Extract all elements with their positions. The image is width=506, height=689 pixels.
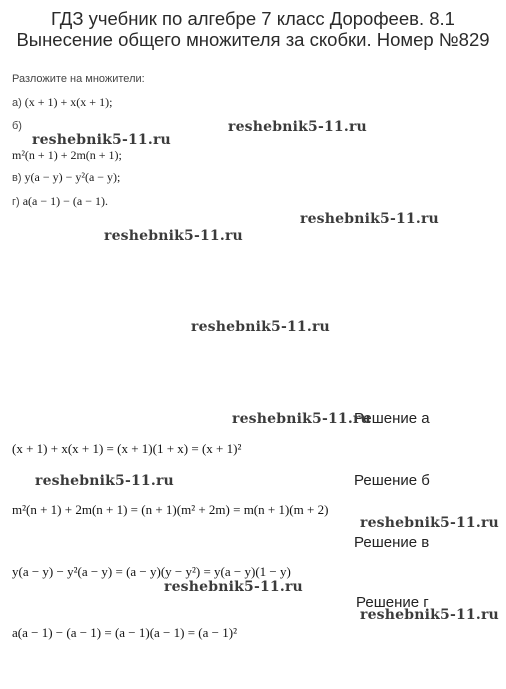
watermark: reshebnik5-11.ru xyxy=(191,319,330,335)
task-item-expr: (x + 1) + x(x + 1); xyxy=(24,95,113,109)
task-item-a xyxy=(12,95,112,110)
watermark: reshebnik5-11.ru xyxy=(104,228,243,244)
solution-b-equation: m²(n + 1) + 2m(n + 1) = (n + 1)(m² + 2m) = m(n + 1)(m + 2) xyxy=(12,502,329,517)
task-item-expr: a(a − 1) − (a − 1). xyxy=(22,194,108,208)
task-item-d xyxy=(12,194,108,209)
task-item-expr: m²(n + 1) + 2m(n + 1); xyxy=(12,148,122,162)
task-item-expr: y(a − y) − y²(a − y); xyxy=(24,170,121,184)
solution-c-heading: Решение в xyxy=(354,534,430,551)
watermark: reshebnik5-11.ru xyxy=(228,119,367,135)
watermark: reshebnik5-11.ru xyxy=(32,132,171,148)
task-item-b xyxy=(12,148,122,163)
task-item-c xyxy=(12,170,120,185)
watermark: reshebnik5-11.ru xyxy=(232,411,371,427)
solution-a-equation: (x + 1) + x(x + 1) = (x + 1)(1 + x) = (x + 1)² xyxy=(12,441,242,456)
watermark: reshebnik5-11.ru xyxy=(164,579,303,595)
task-item-label: в) xyxy=(12,172,22,184)
task-item-label: г) xyxy=(12,196,20,208)
task-item-label: б) xyxy=(12,120,22,132)
solution-d-heading: Решение г xyxy=(356,594,429,611)
task-item-b-label xyxy=(12,118,22,133)
watermark: reshebnik5-11.ru xyxy=(35,473,174,489)
watermark: reshebnik5-11.ru xyxy=(360,515,499,531)
watermark: reshebnik5-11.ru xyxy=(300,211,439,227)
task-intro: Разложите на множители: xyxy=(12,73,145,85)
solution-a-heading: Решение а xyxy=(354,410,430,427)
solution-b-heading: Решение б xyxy=(354,472,430,489)
page-title: ГДЗ учебник по алгебре 7 класс Дорофеев. 8.1 Вынесение общего множителя за скобки. Номер №829 xyxy=(16,8,490,50)
solution-d-equation: a(a − 1) − (a − 1) = (a − 1)(a − 1) = (a − 1)² xyxy=(12,625,237,640)
solution-c-equation: y(a − y) − y²(a − y) = (a − y)(y − y²) = y(a − y)(1 − y) xyxy=(12,564,291,579)
watermark: reshebnik5-11.ru xyxy=(360,607,499,623)
task-item-label: а) xyxy=(12,97,22,109)
